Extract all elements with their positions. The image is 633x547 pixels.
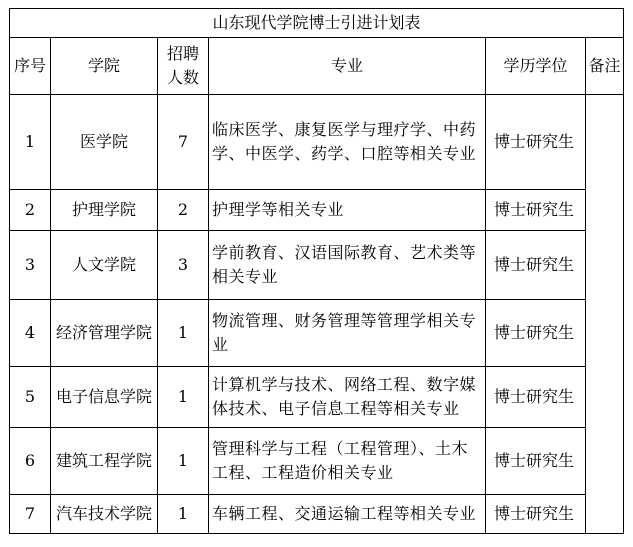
header-count-line2: 人数 [166,68,199,87]
table-row [10,495,624,534]
row-count: 1 [158,495,209,534]
row-index: 5 [10,367,51,428]
row-degree: 博士研究生 [486,428,586,495]
table-row [10,367,624,428]
row-major: 计算机学与技术、网络工程、数字媒体技术、电子信息工程等相关专业 [209,367,486,428]
table-row [10,428,624,495]
row-count: 3 [158,231,209,300]
row-index: 1 [10,95,51,190]
row-major: 物流管理、财务管理等管理学相关专业 [209,300,486,367]
remark-cell [586,95,624,534]
row-major: 护理学等相关专业 [209,190,486,231]
row-major: 临床医学、康复医学与理疗学、中药学、中医学、药学、口腔等相关专业 [209,95,486,190]
table-row [10,95,624,190]
row-count: 2 [158,190,209,231]
header-count-line1: 招聘 [166,44,199,63]
row-degree: 博士研究生 [486,300,586,367]
table-row [10,300,624,367]
table-title: 山东现代学院博士引进计划表 [10,9,624,38]
header-college: 学院 [51,38,158,95]
row-degree: 博士研究生 [486,495,586,534]
row-college: 护理学院 [51,190,158,231]
row-index: 3 [10,231,51,300]
row-college: 人文学院 [51,231,158,300]
header-degree: 学历学位 [486,38,586,95]
header-count [158,38,209,95]
row-degree: 博士研究生 [486,367,586,428]
row-count: 1 [158,300,209,367]
row-index: 7 [10,495,51,534]
row-college: 医学院 [51,95,158,190]
row-degree: 博士研究生 [486,95,586,190]
table-row [10,190,624,231]
row-count: 1 [158,428,209,495]
table-row [10,231,624,300]
row-major: 管理科学与工程（工程管理）、土木工程、工程造价相关专业 [209,428,486,495]
header-remark: 备注 [586,38,624,95]
row-index: 4 [10,300,51,367]
row-index: 2 [10,190,51,231]
row-index: 6 [10,428,51,495]
header-row [10,38,624,95]
header-major: 专业 [209,38,486,95]
recruitment-plan-table [9,8,624,534]
row-college: 汽车技术学院 [51,495,158,534]
row-degree: 博士研究生 [486,231,586,300]
row-college: 电子信息学院 [51,367,158,428]
header-index: 序号 [10,38,51,95]
row-college: 经济管理学院 [51,300,158,367]
row-college: 建筑工程学院 [51,428,158,495]
row-count: 1 [158,367,209,428]
row-major: 车辆工程、交通运输工程等相关专业 [209,495,486,534]
row-major: 学前教育、汉语国际教育、艺术类等相关专业 [209,231,486,300]
row-count: 7 [158,95,209,190]
row-degree: 博士研究生 [486,190,586,231]
